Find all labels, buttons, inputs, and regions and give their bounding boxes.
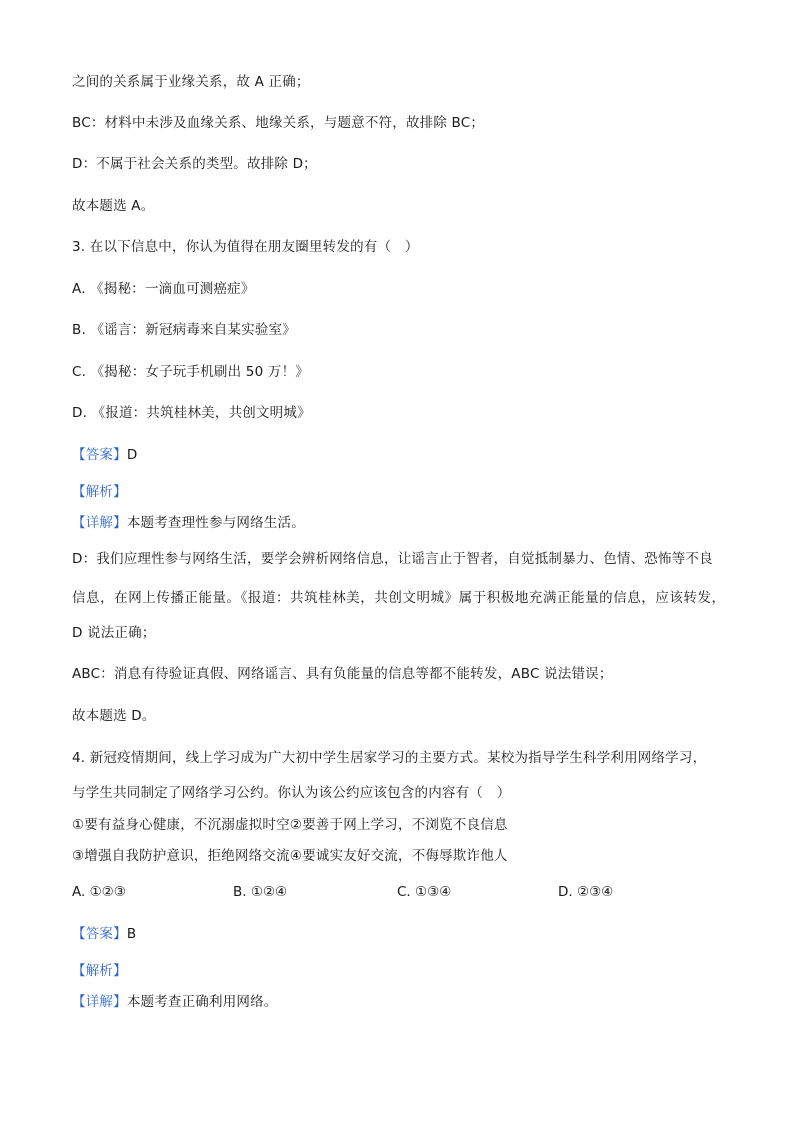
question-3-option-c: C. 《揭秘：女子玩手机刷出 50 万！》 — [72, 364, 309, 380]
detail-text: 本题考查理性参与网络生活。 — [126, 515, 305, 531]
question-3-option-b: B. 《谣言：新冠病毒来自某实验室》 — [72, 322, 296, 338]
question-4-option-b: B. ①②④ — [233, 884, 288, 900]
analysis-line-d-excluded: D：不属于社会关系的类型。故排除 D； — [72, 156, 317, 172]
question-3-detail-line-3: D 说法正确； — [72, 625, 156, 641]
question-4-answer — [72, 924, 136, 944]
question-3-analysis-heading — [72, 482, 127, 502]
conclusion-line-q3: 故本题选 D。 — [72, 708, 156, 724]
analysis-line-bc-excluded: BC：材料中未涉及血缘关系、地缘关系，与题意不符，故排除 BC； — [72, 115, 485, 131]
answer-value: D — [126, 447, 138, 463]
question-3-option-a: A. 《揭秘：一滴血可测癌症》 — [72, 281, 255, 297]
analysis-tag: 【解析】 — [72, 484, 127, 500]
question-3-detail-intro — [72, 513, 305, 533]
question-4-option-a: A. ①②③ — [72, 884, 126, 900]
question-4-analysis-heading — [72, 961, 127, 981]
detail-text: 本题考查正确利用网络。 — [126, 994, 278, 1010]
question-3-stem: 3. 在以下信息中，你认为值得在朋友圈里转发的有（ ） — [72, 239, 419, 255]
detail-tag: 【详解】 — [72, 994, 127, 1010]
question-3-answer — [72, 445, 137, 465]
answer-value: B — [126, 926, 137, 942]
conclusion-line-q2: 故本题选 A。 — [72, 198, 155, 214]
question-4-option-c: C. ①③④ — [397, 884, 452, 900]
question-4-detail-intro — [72, 992, 278, 1012]
question-3-detail-line-2: 信息，在网上传播正能量。《报道：共筑桂林美，共创文明城》属于积极地充满正能量的信息，应该转发， — [72, 590, 726, 606]
question-4-stem-line-2: 与学生共同制定了网络学习公约。你认为该公约应该包含的内容有（ ） — [72, 785, 511, 801]
answer-tag: 【答案】 — [72, 447, 127, 463]
question-4-option-d: D. ②③④ — [558, 884, 614, 900]
answer-tag: 【答案】 — [72, 926, 127, 942]
question-3-option-d: D. 《报道：共筑桂林美，共创文明城》 — [72, 405, 311, 421]
question-4-statements-3-4: ③增强自我防护意识，拒绝网络交流④要诚实友好交流，不侮辱欺诈他人 — [72, 848, 508, 864]
detail-tag: 【详解】 — [72, 515, 127, 531]
question-4-stem-line-1: 4. 新冠疫情期间，线上学习成为广大初中学生居家学习的主要方式。某校为指导学生科学利用网络学习， — [72, 750, 707, 766]
analysis-line-business-relation: 之间的关系属于业缘关系，故 A 正确； — [72, 74, 310, 90]
question-4-statements-1-2: ①要有益身心健康，不沉溺虚拟时空②要善于网上学习，不浏览不良信息 — [72, 817, 508, 833]
question-3-detail-abc: ABC：消息有待验证真假、网络谣言、具有负能量的信息等都不能转发，ABC 说法错误； — [72, 666, 613, 682]
question-3-detail-line-1: D：我们应理性参与网络生活，要学会辨析网络信息，让谣言止于智者，自觉抵制暴力、色情、恐怖等不良 — [72, 551, 713, 567]
analysis-tag: 【解析】 — [72, 963, 127, 979]
